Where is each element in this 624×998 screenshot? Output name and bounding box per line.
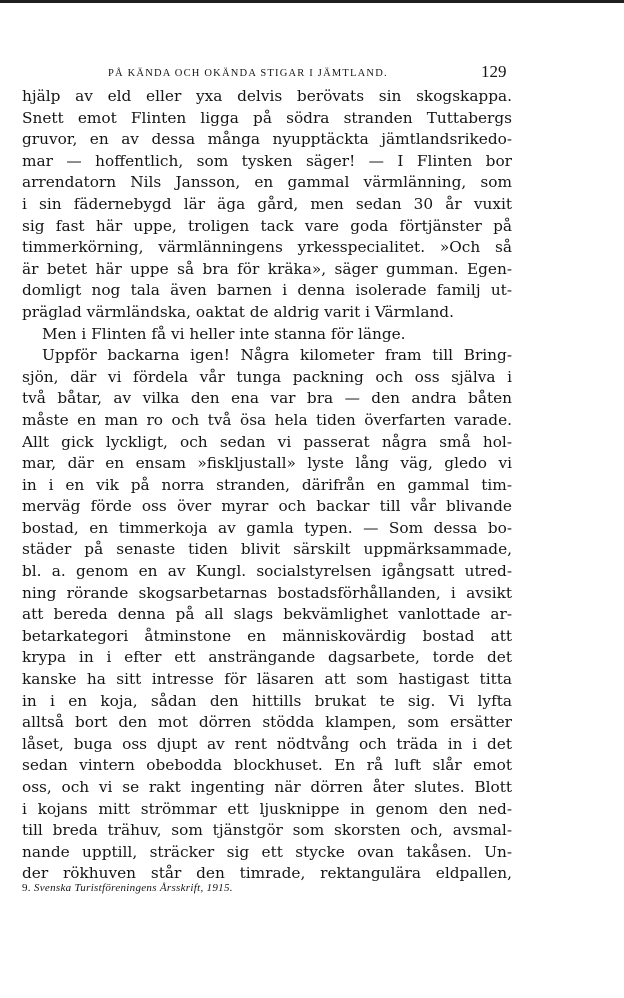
text-line: bostad, en timmerkoja av gamla typen. — Som dessa bo- [22, 518, 512, 537]
text-line: arrendatorn Nils Jansson, en gammal värmlänning, som [22, 173, 512, 192]
text-line: präglad värmländska, oaktat de aldrig varit i Värmland. [22, 302, 454, 321]
text-line: två båtar, av vilka den ena var bra — den andra båten [22, 389, 512, 408]
text-line: sig fast här uppe, troligen tack vare goda förtjänster på [22, 216, 512, 235]
text-line: merväg förde oss över myrar och backar till vår blivande [22, 497, 512, 516]
text-line: nande upptill, sträcker sig ett stycke ovan takåsen. Un- [22, 842, 512, 861]
body-text [22, 86, 512, 885]
text-line: Uppför backarna igen! Några kilometer fram till Bring- [42, 346, 512, 365]
page-number: 129 [481, 62, 507, 81]
text-line: Allt gick lyckligt, och sedan vi passerat några små hol- [22, 432, 512, 451]
text-line: låset, buga oss djupt av rent nödtvång och träda in i det [22, 734, 512, 753]
footer-signature [22, 882, 233, 894]
text-line: der rökhuven står den timrade, rektangulära eldpallen, [22, 864, 512, 883]
text-line: bl. a. genom en av Kungl. socialstyrelsen igångsatt utred- [22, 562, 512, 581]
top-rule [0, 0, 624, 3]
text-line: hjälp av eld eller yxa delvis berövats sin skogskappa. [22, 87, 512, 105]
text-line: alltså bort den mot dörren stödda klampen, som ersätter [22, 713, 512, 732]
text-line: betarkategori åtminstone en människovärdig bostad att [22, 626, 512, 645]
text-line: domligt nog tala även barnen i denna isolerade familj ut- [22, 281, 512, 300]
text-line: i kojans mitt strömmar ett ljusknippe in genom den ned- [22, 799, 512, 818]
text-line: in i en koja, sådan den hittills brukat te sig. Vi lyfta [22, 691, 512, 710]
text-line: oss, och vi se rakt ingenting när dörren åter slutes. Blott [22, 778, 512, 796]
text-line: Men i Flinten få vi heller inte stanna för länge. [42, 324, 406, 343]
text-line: måste en man ro och två ösa hela tiden överfarten varade. [22, 410, 512, 429]
running-title: PÅ KÄNDA OCH OKÄNDA STIGAR I JÄMTLAND. [108, 68, 388, 79]
text-line: mar — hoffentlich, som tysken säger! — I Flinten bor [22, 151, 512, 170]
page-header [0, 62, 624, 86]
text-line: Snett emot Flinten ligga på södra stranden Tuttabergs [22, 108, 512, 127]
text-line: till breda trähuv, som tjänstgör som skorsten och, avsmal- [22, 821, 512, 840]
text-line: ning rörande skogsarbetarnas bostadsförhållanden, i avsikt [22, 583, 512, 602]
signature-title: Svenska Turistföreningens Årsskrift, 1915. [33, 882, 233, 894]
text-line: sjön, där vi fördela vår tunga packning och oss själva i [22, 367, 512, 386]
signature-number: 9. [22, 882, 31, 894]
text-line: städer på senaste tiden blivit särskilt uppmärksammade, [22, 540, 512, 559]
text-line: kanske ha sitt intresse för läsaren att som hastigast titta [22, 670, 512, 689]
text-line: gruvor, en av dessa många nyupptäckta jämtlandsrikedo- [22, 130, 512, 149]
text-line: i sin fädernebygd lär äga gård, men sedan 30 år vuxit [22, 194, 512, 213]
text-line: är betet här uppe så bra för kräka», säger gumman. Egen- [22, 259, 512, 278]
text-line: in i en vik på norra stranden, därifrån en gammal tim- [22, 475, 512, 494]
text-line: mar, där en ensam »fiskljustall» lyste lång väg, gledo vi [22, 454, 512, 473]
text-line: att bereda denna på all slags bekvämlighet vanlottade ar- [22, 605, 512, 624]
text-line: timmerkörning, värmlänningens yrkesspecialitet. »Och så [22, 238, 512, 257]
text-line: sedan vintern obebodda blockhuset. En rå luft slår emot [22, 756, 512, 775]
text-line: krypa in i efter ett ansträngande dagsarbete, torde det [22, 648, 512, 667]
